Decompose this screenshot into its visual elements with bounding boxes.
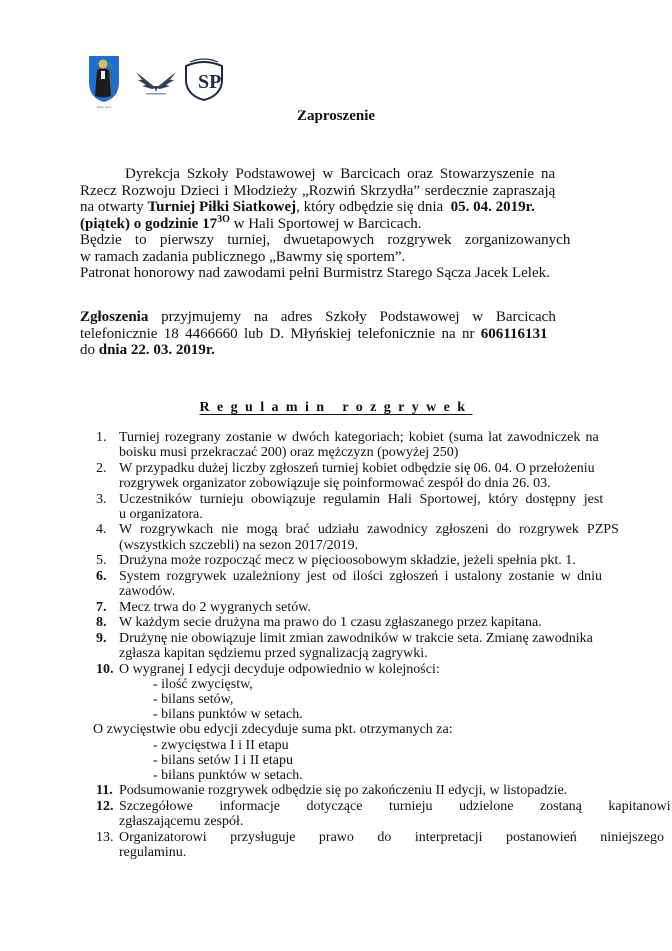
intro-line-1: Dyrekcja Szkoły Podstawowej w Barcicach oraz Stowarzyszenie na: [125, 166, 556, 182]
registration-line-2: telefonicznie 18 4466660 lub D. Młyńskiej telefonicznie na nr 606116131: [80, 325, 548, 342]
registration-line-1: Zgłoszenia przyjmujemy na adres Szkoły Podstawowej w Barcicach: [80, 309, 556, 325]
coat-of-arms-icon: [86, 54, 122, 110]
rule-item: 1. Turniej rozegrany zostanie w dwóch kategoriach; kobiet (suma lat zawodniczek na boisku musi przekraczać 200) oraz mężczyzn (powyżej 250): [96, 430, 599, 461]
regulations-heading: Regulamin rozgrywek: [199, 400, 473, 415]
registration-deadline: dnia 22. 03. 2019r.: [98, 342, 215, 358]
intro-line-7: Patronat honorowy nad zawodami pełni Burmistrz Starego Sącza Jacek Lelek.: [80, 265, 550, 281]
wings-logo-icon: [134, 66, 178, 96]
intro-line-6: w ramach zadania publicznego „Bawmy się sportem”.: [80, 248, 406, 265]
intro-paragraph: [80, 166, 619, 282]
rule-item: 7. Mecz trwa do 2 wygranych setów.: [96, 599, 311, 615]
svg-text:SP: SP: [198, 71, 222, 93]
school-sp-logo-icon: [182, 56, 226, 102]
rule-subitem: - bilans setów,: [153, 691, 234, 707]
rule-subitem: - bilans setów I i II etapu: [153, 752, 293, 768]
event-day-time: (piątek) o godzinie 17: [80, 215, 218, 232]
svg-text:Stary Sącz: Stary Sącz: [96, 105, 112, 109]
event-date: 05. 04. 2019r.: [450, 199, 535, 215]
intro-line-3: na otwarty Turniej Piłki Siatkowej, który odbędzie się dnia 05. 04. 2019r.: [80, 199, 535, 215]
rule-item: 4. W rozgrywkach nie mogą brać udziału zawodnicy zgłoszeni do rozgrywek PZPS (wszystkich szczebli) na sezon 2017/2019.: [96, 522, 619, 553]
rule-item: 3. Uczestników turnieju obowiązuje regulamin Hali Sportowej, który dostępny jest u organizatora.: [96, 491, 604, 522]
header-logos: [86, 54, 236, 110]
rule-item: 2. W przypadku dużej liczby zgłoszeń turniej kobiet odbędzie się 06. 04. O przełożeniu rozgrywek organizator zobowiązuje się poinformować zespół do dnia 26. 03.: [96, 460, 595, 491]
rule-subitem: - bilans punktów w setach.: [153, 707, 303, 723]
contact-phone: 606116131: [480, 325, 548, 342]
registration-paragraph: [80, 309, 619, 359]
both-editions-block: O zwycięstwie obu edycji zdecyduje suma pkt. otrzymanych za: - zwycięstwa I i II etapu - bilans setów I i II etapu - bilans punktów w setach.: [93, 722, 619, 783]
intro-line-5: Będzie to pierwszy turniej, dwuetapowych rozgrywek zorganizowanych: [80, 232, 571, 248]
document-title: Zaproszenie: [296, 108, 376, 124]
rule-item: 6. System rozgrywek uzależniony jest od ilości zgłoszeń i ustalony zostanie w dniu zawodów.: [96, 568, 602, 599]
rule-item: 11. Podsumowanie rozgrywek odbędzie się po zakończeniu II edycji, w listopadzie.: [96, 783, 568, 799]
regulations-list: [93, 430, 671, 860]
rule-subitem: - ilość zwycięstw,: [153, 676, 253, 692]
registration-line-3: do dnia 22. 03. 2019r.: [80, 342, 215, 358]
registration-label: Zgłoszenia: [80, 309, 149, 325]
rule-item: 12. Szczegółowe informacje dotyczące turnieju udzielone zostaną kapitanowi zgłaszającemu zespół.: [96, 798, 671, 829]
rule-item: 10. O wygranej I edycji decyduje odpowiednio w kolejności: - ilość zwycięstw, - bilans setów, - bilans punktów w setach.: [96, 662, 619, 723]
rule-item: 8. W każdym secie drużyna ma prawo do 1 czasu zgłaszanego przez kapitana.: [96, 615, 542, 631]
rule-item: 13. Organizatorowi przysługuje prawo do interpretacji postanowień niniejszego regulaminu.: [96, 829, 665, 860]
rule-subitem: - zwycięstwa I i II etapu: [153, 737, 289, 753]
event-time-minutes: 3O: [217, 213, 230, 225]
rule-item: 9. Drużynę nie obowiązuje limit zmian zawodników w trakcie seta. Zmianę zawodnika zgłasza kapitan sędziemu przed sygnalizacją zagrywki.: [96, 630, 593, 661]
rule-item: 5. Drużyna może rozpocząć mecz w pięcioosobowym składzie, jeżeli spełnia pkt. 1.: [96, 553, 576, 569]
rule-subitem: - bilans punktów w setach.: [153, 767, 303, 783]
intro-line-4: (piątek) o godzinie $17^{3O}$ w Hali Sportowej w Barcicach.: [80, 213, 422, 232]
event-name: Turniej Piłki Siatkowej: [147, 199, 297, 215]
intro-line-2: Rzecz Rozwoju Dzieci i Młodzieży „Rozwiń Skrzydła” serdecznie zapraszają: [80, 182, 556, 199]
